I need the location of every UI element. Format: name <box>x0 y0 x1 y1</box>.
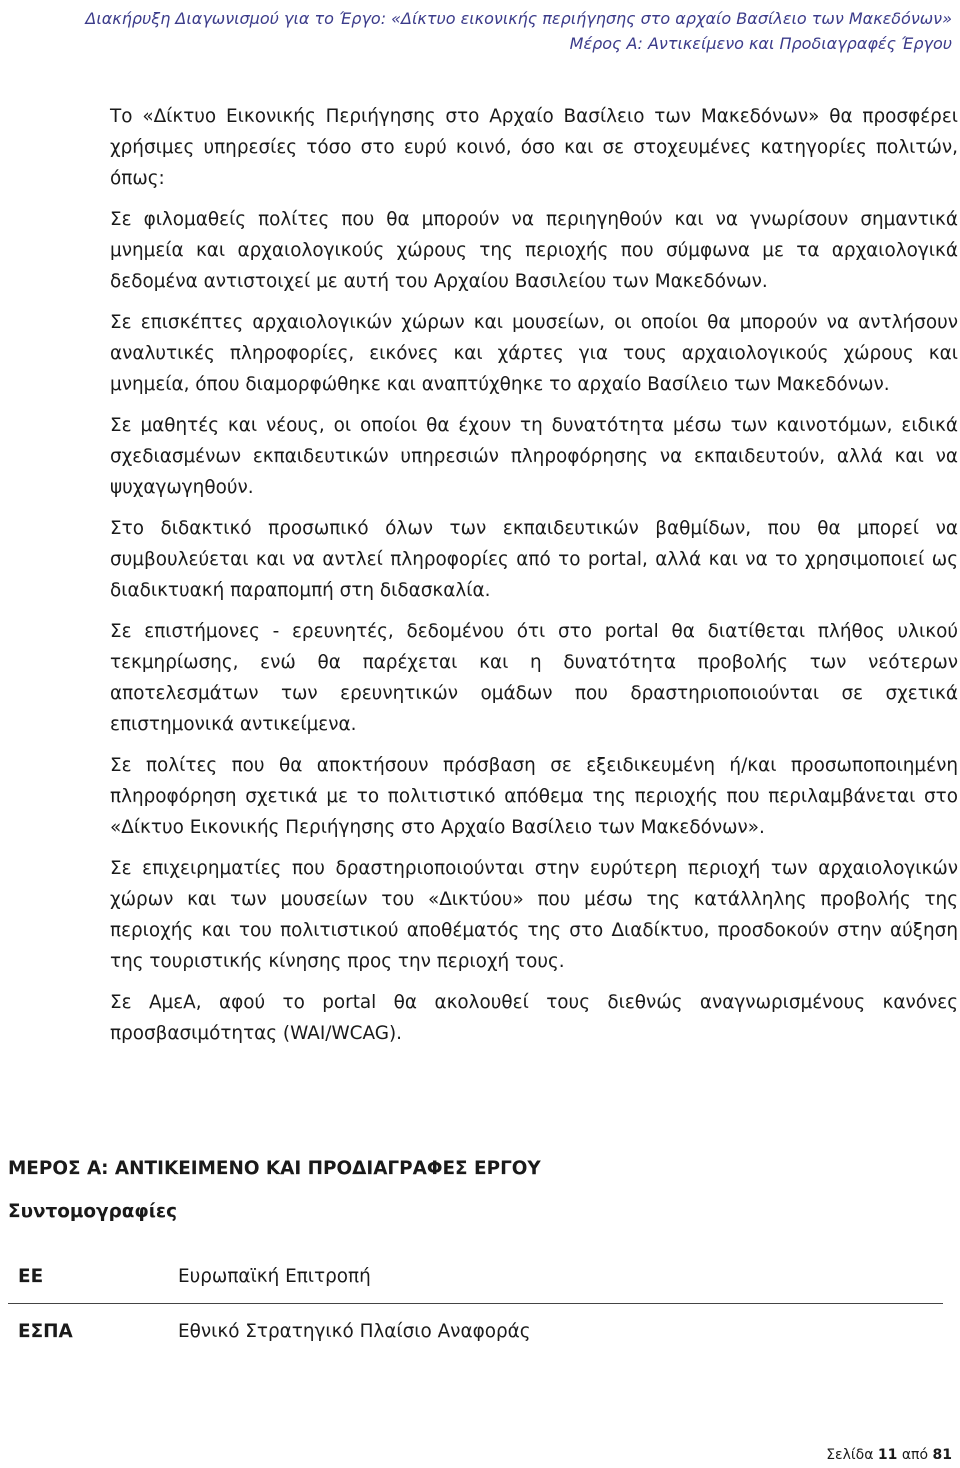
intro-paragraph: Το «Δίκτυο Εικονικής Περιήγησης στο Αρχαίο Βασίλειο των Μακεδόνων» θα προσφέρει χρήσιμες υπηρεσίες τόσο στο ευρύ κοινό, όσο και σε στοχευμένες κατηγορίες πολιτών, όπως: <box>110 106 958 189</box>
subsection-heading: Συντομογραφίες <box>8 1201 178 1222</box>
abbreviation-term: ΕΣΠΑ <box>18 1320 73 1342</box>
abbreviation-definition: Ευρωπαϊκή Επιτροπή <box>158 1249 943 1304</box>
page-header <box>8 0 952 56</box>
list-paragraph: Σε μαθητές και νέους, οι οποίοι θα έχουν τη δυνατότητα μέσω των καινοτόμων, ειδικά σχεδιασμένων εκπαιδευτικών υπηρεσιών πληροφόρησης να εκπαιδευτούν, αλλά και να ψυχαγωγηθούν. <box>110 415 958 498</box>
list-paragraph: Σε επιστήμονες - ερευνητές, δεδομένου ότι στο portal θα διατίθεται πλήθος υλικού τεκμηρίωσης, ενώ θα παρέχεται και η δυνατότητα προβολής των νεότερων αποτελεσμάτων των ερευνητικών ομάδων που δραστηριοποιούνται σε σχετικά επιστημονικά αντικείμενα. <box>110 621 958 735</box>
header-section-title: Μέρος Α: Αντικείμενο και Προδιαγραφές Έργου <box>569 34 952 53</box>
page-label: Σελίδα <box>826 1447 874 1463</box>
body-text <box>110 101 958 1059</box>
list-paragraph: Σε πολίτες που θα αποκτήσουν πρόσβαση σε εξειδικευμένη ή/και προσωποποιημένη πληροφόρηση σχετικά με το πολιτιστικό απόθεμα της περιοχής που περιλαμβάνεται στο «Δίκτυο Εικονικής Περιήγησης στο Αρχαίο Βασίλειο των Μακεδόνων». <box>110 755 958 838</box>
header-document-title: Διακήρυξη Διαγωνισμού για το Έργο: «Δίκτυο εικονικής περιήγησης στο αρχαίο Βασίλειο των Μακεδόνων» <box>85 9 952 28</box>
of-label: από <box>901 1447 929 1463</box>
list-paragraph: Στο διδακτικό προσωπικό όλων των εκπαιδευτικών βαθμίδων, που θα μπορεί να συμβουλεύεται και να αντλεί πληροφορίες από το portal, αλλά και να το χρησιμοποιεί ως διαδικτυακή παραπομπή στη διδασκαλία. <box>110 518 958 601</box>
list-paragraph: Σε επισκέπτες αρχαιολογικών χώρων και μουσείων, οι οποίοι θα μπορούν να αντλήσουν αναλυτικές πληροφορίες, εικόνες και χάρτες για τους αρχαιολογικούς χώρους και μνημεία, όπου διαμορφώθηκε και αναπτύχθηκε το αρχαίο Βασίλειο των Μακεδόνων. <box>110 312 958 395</box>
page-number: 11 <box>877 1447 898 1463</box>
abbreviation-term: ΕΕ <box>8 1249 158 1304</box>
list-paragraph: Σε φιλομαθείς πολίτες που θα μπορούν να περιηγηθούν και να γνωρίσουν σημαντικά μνημεία και αρχαιολογικούς χώρους της περιοχής που σύμφωνα με τα αρχαιολογικά δεδομένα αντιστοιχεί με αυτή του Αρχαίου Βασιλείου των Μακεδόνων. <box>110 209 958 292</box>
table-row <box>8 1304 943 1359</box>
total-pages: 81 <box>932 1447 952 1463</box>
page-footer <box>826 1446 952 1464</box>
section-heading: ΜΕΡΟΣ Α: ΑΝΤΙΚΕΙΜΕΝΟ ΚΑΙ ΠΡΟΔΙΑΓΡΑΦΕΣ ΕΡΓΟΥ <box>8 1158 541 1179</box>
table-row <box>8 1249 943 1304</box>
abbreviations-table <box>8 1249 943 1358</box>
list-paragraph: Σε επιχειρηματίες που δραστηριοποιούνται στην ευρύτερη περιοχή των αρχαιολογικών χώρων και των μουσείων του «Δικτύου» που μέσω της κατάλληλης προβολής της περιοχής και του πολιτιστικού αποθέματός της στο Διαδίκτυο, προσδοκούν στην αύξηση της τουριστικής κίνησης προς την περιοχή τους. <box>110 858 958 972</box>
list-paragraph: Σε ΑμεΑ, αφού το portal θα ακολουθεί τους διεθνώς αναγνωρισμένους κανόνες προσβασιμότητας (WAI/WCAG). <box>110 992 958 1044</box>
abbreviation-definition: Εθνικό Στρατηγικό Πλαίσιο Αναφοράς <box>178 1320 531 1342</box>
